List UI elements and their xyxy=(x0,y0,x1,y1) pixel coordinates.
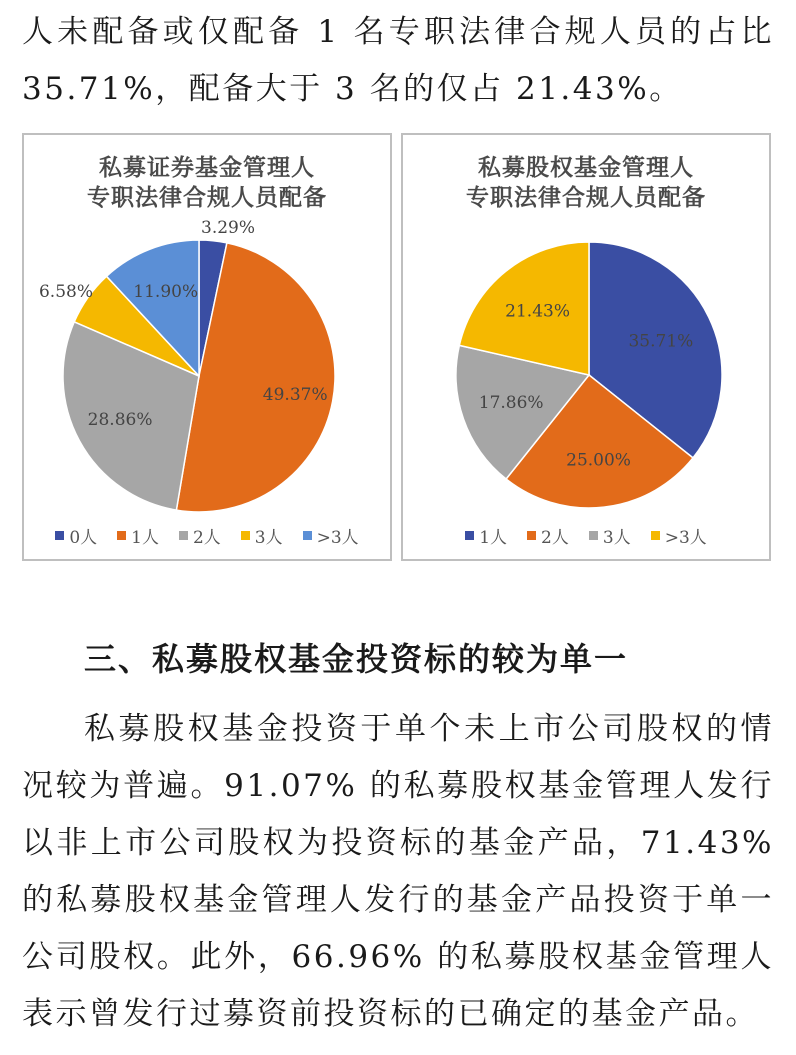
pie-svg xyxy=(24,135,390,559)
chart-legend xyxy=(403,523,769,548)
section-heading: 三、私募股权基金投资标的较为单一 xyxy=(84,640,629,678)
legend-swatch xyxy=(465,531,474,540)
legend-item xyxy=(179,523,221,548)
slice-value-label: 17.86% xyxy=(478,393,544,414)
legend-item xyxy=(527,523,569,548)
legend-swatch xyxy=(303,531,312,540)
legend-label: 0人 xyxy=(69,528,98,548)
slice-value-label: 21.43% xyxy=(505,301,570,322)
legend-item xyxy=(117,523,159,548)
legend-swatch xyxy=(589,531,598,540)
chart-legend xyxy=(24,523,390,548)
legend-swatch xyxy=(651,531,660,540)
legend-swatch xyxy=(241,531,250,540)
legend-item xyxy=(651,523,707,548)
legend-label: >3人 xyxy=(664,528,707,548)
chart-subtitle: 专职法律合规人员配备 xyxy=(466,185,706,211)
slice-value-label: 3.29% xyxy=(201,218,256,238)
intro-paragraph: 人未配备或仅配备 1 名专职法律合规人员的占比 35.71%，配备大于 3 名的仅占 21.43%。 xyxy=(22,14,774,107)
securities-fund-pie-chart xyxy=(22,133,392,561)
legend-swatch xyxy=(527,531,536,540)
legend-label: 3人 xyxy=(602,528,631,548)
body-paragraph: 私募股权基金投资于单个未上市公司股权的情况较为普遍。91.07% 的私募股权基金管理人发行以非上市公司股权为投资标的基金产品，71.43% 的私募股权基金管理人发行的基金产品投资于单一公司股权。此外，66.96% 的私募股权基金管理人表示曾发行过募资前投资标的已确定的基金产品。 xyxy=(22,711,774,1032)
legend-item xyxy=(589,523,631,548)
slice-value-label: 28.86% xyxy=(87,409,153,430)
slice-value-label: 35.71% xyxy=(628,331,694,352)
legend-swatch xyxy=(55,531,64,540)
equity-fund-pie-chart xyxy=(401,133,771,561)
pie-svg xyxy=(403,135,769,559)
legend-item xyxy=(55,523,97,548)
chart-subtitle: 专职法律合规人员配备 xyxy=(87,185,327,211)
legend-label: 1人 xyxy=(479,528,508,548)
legend-label: 1人 xyxy=(131,528,159,548)
legend-item xyxy=(465,523,507,548)
slice-value-label: 25.00% xyxy=(566,450,631,471)
legend-item xyxy=(303,523,359,548)
legend-label: 3人 xyxy=(254,528,283,548)
legend-label: 2人 xyxy=(541,528,569,548)
slice-value-label: 6.58% xyxy=(38,282,94,302)
legend-label: >3人 xyxy=(316,528,359,548)
chart-title: 私募证券基金管理人 xyxy=(99,155,315,181)
chart-title: 私募股权基金管理人 xyxy=(478,155,694,181)
slice-value-label: 11.90% xyxy=(133,282,199,303)
legend-swatch xyxy=(179,531,188,540)
slice-value-label: 49.37% xyxy=(262,385,328,406)
legend-label: 2人 xyxy=(192,528,221,548)
legend-item xyxy=(241,523,283,548)
legend-swatch xyxy=(117,531,126,540)
